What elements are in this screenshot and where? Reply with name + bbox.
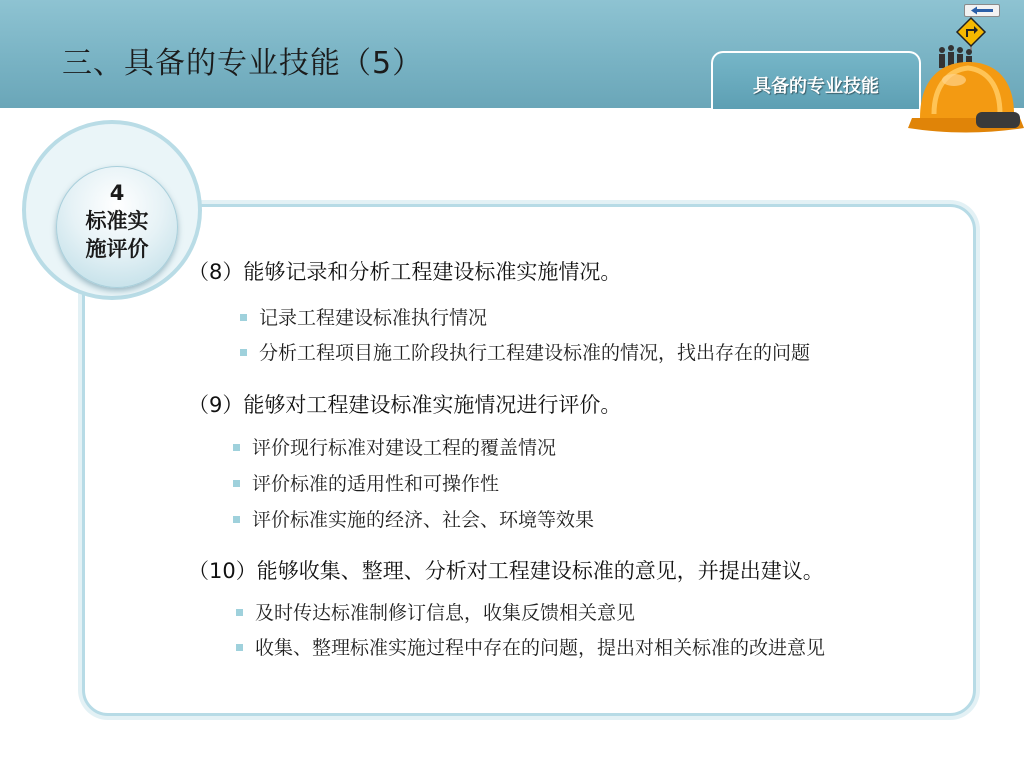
section-title: （8）能够记录和分析工程建设标准实施情况。 [188, 260, 622, 284]
badge-number: 4 [109, 181, 125, 205]
bullet-square-icon [236, 609, 243, 616]
page-title: 三、具备的专业技能（5） [62, 46, 424, 81]
list-item: 及时传达标准制修订信息，收集反馈相关意见 [236, 598, 635, 625]
section-title: （10）能够收集、整理、分析对工程建设标准的意见，并提出建议。 [188, 559, 824, 583]
header-bar [0, 0, 1024, 108]
section-tag-label: 具备的专业技能 [753, 76, 879, 97]
list-item: 评价标准的适用性和可操作性 [233, 469, 499, 496]
hard-hat-icon [906, 14, 1024, 142]
list-item: 分析工程项目施工阶段执行工程建设标准的情况，找出存在的问题 [240, 338, 810, 365]
bullet-square-icon [233, 444, 240, 451]
bullet-square-icon [240, 314, 247, 321]
bullet-square-icon [236, 644, 243, 651]
badge-label [57, 179, 177, 263]
badge-line-2: 施评价 [85, 237, 149, 261]
list-item: 记录工程建设标准执行情况 [240, 303, 487, 330]
bullet-square-icon [233, 516, 240, 523]
bullet-square-icon [233, 480, 240, 487]
list-item: 收集、整理标准实施过程中存在的问题，提出对相关标准的改进意见 [236, 633, 825, 660]
badge-line-1: 标准实 [85, 209, 149, 233]
badge [56, 166, 178, 288]
list-item: 评价标准实施的经济、社会、环境等效果 [233, 505, 594, 532]
section-title: （9）能够对工程建设标准实施情况进行评价。 [188, 393, 622, 417]
bullet-square-icon [240, 349, 247, 356]
section-tag [711, 51, 921, 109]
list-item: 评价现行标准对建设工程的覆盖情况 [233, 433, 556, 460]
